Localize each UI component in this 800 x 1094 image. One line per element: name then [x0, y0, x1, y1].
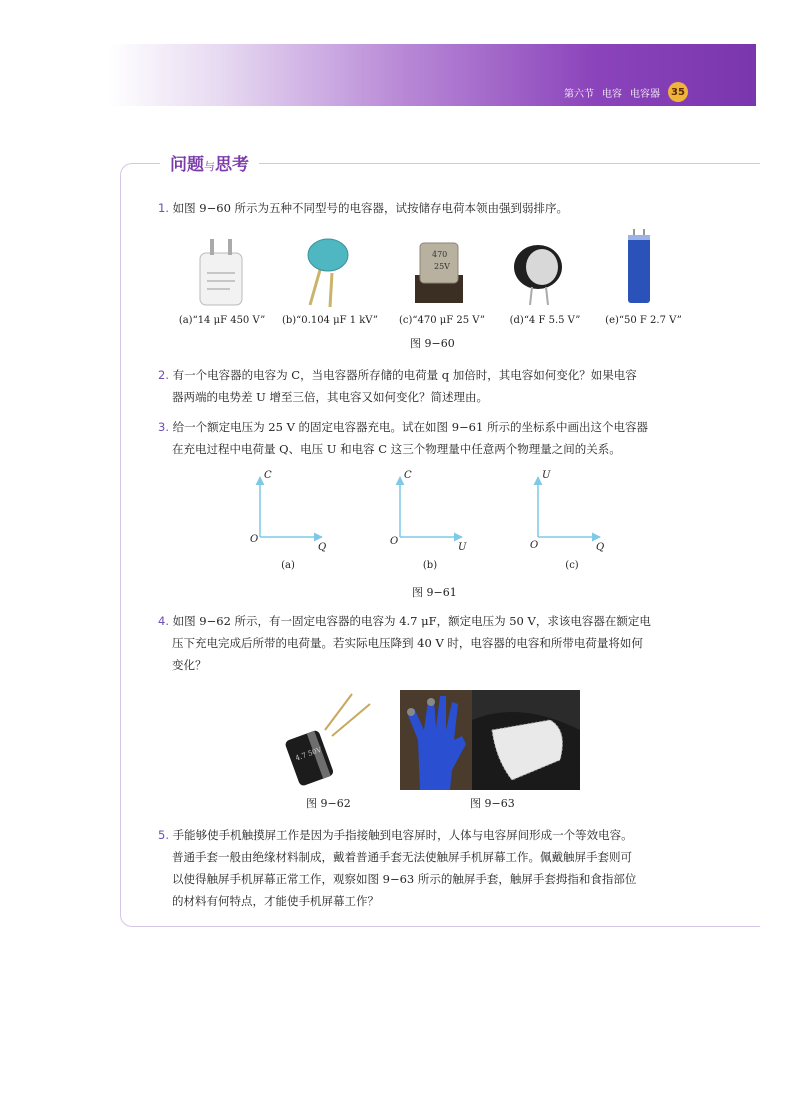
- graph-a-y-label: C: [264, 470, 272, 481]
- figure-9-63-label: 图 9−63: [470, 797, 515, 810]
- caption-b: (b)“0.104 μF 1 kV”: [281, 315, 379, 326]
- header-sub: 电容器: [630, 88, 660, 100]
- graph-c-origin: O: [530, 540, 539, 551]
- question-2: [158, 364, 688, 408]
- capacitor-c-image: [415, 243, 463, 303]
- capacitor-photos: [180, 225, 690, 313]
- graph-b-label: (b): [422, 560, 438, 571]
- question-1: [158, 197, 688, 219]
- caption-e: (e)“50 F 2.7 V”: [605, 315, 682, 326]
- question-text-cont: 变化？: [172, 658, 207, 672]
- header-topic: 电容: [602, 88, 622, 100]
- box-title-part2: 思考: [215, 155, 249, 175]
- header-band: [108, 44, 756, 106]
- question-text-cont: 器两端的电势差 U 增至三倍，其电容又如何变化？简述理由。: [172, 390, 488, 404]
- graph-a-label: (a): [281, 560, 295, 571]
- question-text-cont: 以使得触屏手机屏幕正常工作，观察如图 9−63 所示的触屏手套，触屏手套拇指和食指部位: [172, 872, 637, 886]
- box-title-small: 与: [204, 160, 215, 173]
- question-number: 4.: [158, 614, 169, 628]
- question-5: [158, 824, 688, 912]
- question-text: 如图 9−60 所示为五种不同型号的电容器，试按储存电荷本领由强到弱排序。: [172, 201, 569, 215]
- graph-a-origin: O: [250, 534, 259, 545]
- graph-a-x-label: Q: [318, 542, 327, 553]
- question-text: 如图 9−62 所示，有一固定电容器的电容为 4.7 μF，额定电压为 50 V，求该电容器在额定电: [172, 614, 651, 628]
- question-number: 3.: [158, 420, 169, 434]
- graph-c-label: (c): [565, 560, 579, 571]
- question-text: 有一个电容器的电容为 C，当电容器所存储的电荷量 q 加倍时，其电容如何变化？如果电容: [172, 368, 637, 382]
- question-number: 5.: [158, 828, 169, 842]
- caption-c: (c)“470 μF 25 V”: [398, 315, 485, 326]
- question-text: 给一个额定电压为 25 V 的固定电容器充电。试在如图 9−61 所示的坐标系中画出这个电容器: [172, 420, 648, 434]
- caption-d: (d)“4 F 5.5 V”: [509, 315, 581, 326]
- question-text: 手能够使手机触摸屏工作是因为手指接触到电容屏时，人体与电容屏间形成一个等效电容。: [172, 828, 633, 842]
- running-header: [564, 82, 688, 102]
- svg-text:470: 470: [432, 250, 448, 259]
- svg-text:25V: 25V: [434, 262, 450, 271]
- capacitor-d-image: [514, 245, 562, 305]
- graph-c-x-label: Q: [596, 542, 605, 553]
- graph-a: [260, 477, 322, 537]
- capacitor-e-image: [628, 229, 650, 303]
- caption-a: (a)“14 μF 450 V”: [178, 315, 266, 326]
- question-text-cont: 在充电过程中电荷量 Q、电压 U 和电容 C 这三个物理量中任意两个物理量之间的关系。: [172, 442, 621, 456]
- question-text-cont: 压下充电完成后所带的电荷量。若实际电压降到 40 V 时，电容器的电容和所带电荷量将如何: [172, 636, 643, 650]
- figure-9-60-label: 图 9−60: [410, 337, 455, 350]
- capacitor-a-image: [200, 239, 242, 305]
- figure-9-62-capacitor-marking: 4.7 50V: [294, 745, 323, 763]
- capacitor-b-image: [308, 239, 348, 307]
- graph-c: [538, 477, 600, 537]
- graph-c-y-label: U: [542, 470, 551, 481]
- question-number: 1.: [158, 201, 169, 215]
- graph-b-y-label: C: [404, 470, 412, 481]
- question-text-cont: 普通手套一般由绝缘材料制成，戴着普通手套无法使触屏手机屏幕工作。佩戴触屏手套则可: [172, 850, 632, 864]
- page-number: 35: [668, 82, 688, 102]
- question-3: [158, 416, 688, 460]
- graph-b-x-label: U: [458, 542, 467, 553]
- figure-9-63-image: [400, 690, 580, 790]
- graph-b-origin: O: [390, 536, 399, 547]
- question-text-cont: 的材料有何特点，才能使手机屏幕工作？: [172, 894, 379, 908]
- question-4: [158, 610, 688, 676]
- graph-b: [400, 477, 462, 537]
- header-section: 第六节: [564, 88, 594, 100]
- figure-9-61-label: 图 9−61: [412, 586, 457, 599]
- box-title-part1: 问题: [170, 155, 204, 175]
- figure-9-62-image: [270, 690, 380, 790]
- question-number: 2.: [158, 368, 169, 382]
- box-title: [160, 150, 259, 175]
- figure-9-62-label: 图 9−62: [306, 797, 351, 810]
